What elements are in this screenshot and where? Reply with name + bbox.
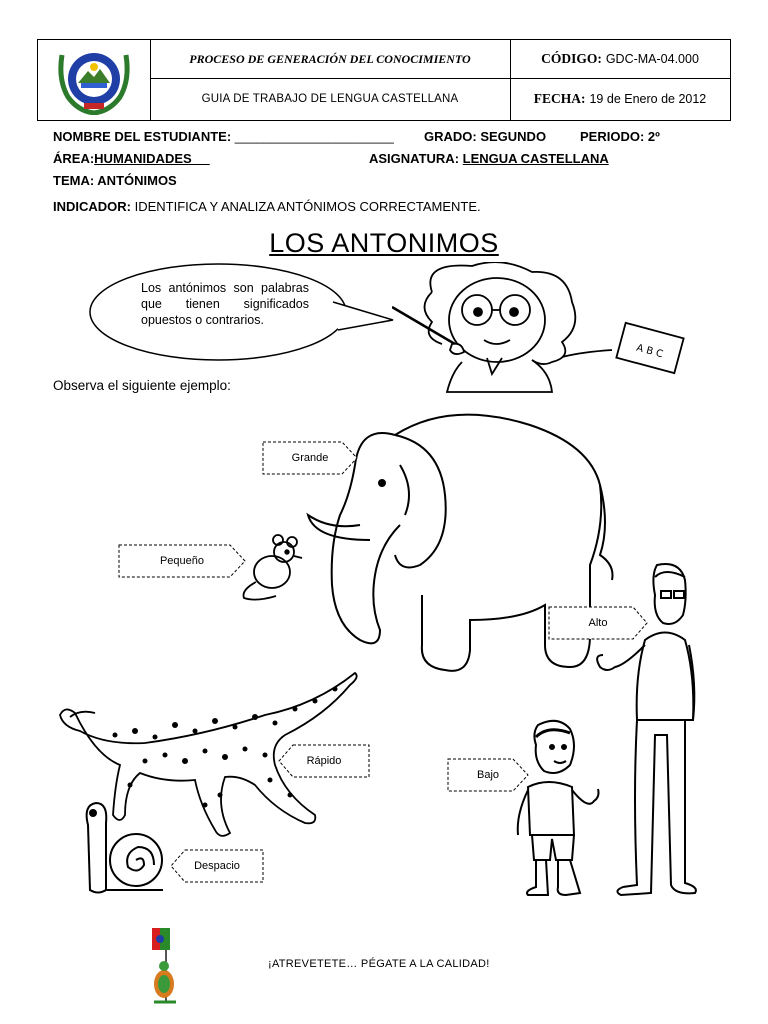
- code-value: GDC-MA-04.000: [605, 52, 699, 66]
- label-alto: [548, 606, 648, 640]
- observe-instruction: Observa el siguiente ejemplo:: [53, 378, 231, 393]
- subject-label: ASIGNATURA:: [369, 151, 463, 166]
- label-alto-text: Alto: [588, 617, 608, 629]
- label-pequeno: [118, 544, 246, 578]
- footer-slogan: ¡ATREVETETE… PÉGATE A LA CALIDAD!: [268, 958, 490, 970]
- teacher-illustration: [392, 262, 712, 402]
- label-rapido: [278, 744, 370, 778]
- student-name-row: [53, 129, 394, 144]
- date-cell: [510, 78, 730, 120]
- date-value: 19 de Enero de 2012: [589, 92, 707, 106]
- label-despacio: [170, 849, 264, 883]
- label-grande: [262, 441, 358, 475]
- indicator-label: INDICADOR:: [53, 199, 131, 214]
- bubble-text: Los antónimos son palabras que tienen significados opuestos o contrarios.: [141, 281, 309, 327]
- label-pequeno-text: Pequeño: [159, 555, 205, 567]
- turtle-flag-icon: [146, 924, 188, 1006]
- label-bajo: [447, 758, 529, 792]
- subject-row: [369, 151, 609, 166]
- area-label: ÁREA:: [53, 151, 95, 166]
- area-value: HUMANIDADES: [94, 151, 210, 166]
- mouse-illustration: [236, 530, 312, 606]
- grade-label: GRADO: SEGUNDO: [424, 129, 547, 144]
- snail-illustration: [78, 795, 168, 900]
- label-rapido-text: Rápido: [306, 755, 342, 767]
- school-seal-icon: [54, 45, 134, 115]
- code-label: CÓDIGO:: [541, 51, 602, 66]
- svg-text:A B C: A B C: [635, 342, 665, 361]
- period-label: PERIODO: 2º: [580, 129, 660, 144]
- area-row: [53, 151, 210, 166]
- code-cell: [510, 40, 730, 78]
- date-label: FECHA:: [533, 91, 586, 106]
- page-title: LOS ANTONIMOS: [269, 228, 499, 258]
- label-despacio-text: Despacio: [194, 860, 240, 872]
- short-boy-illustration: [508, 715, 618, 905]
- student-name-label: NOMBRE DEL ESTUDIANTE:: [53, 129, 232, 144]
- student-name-blank[interactable]: ______________________: [234, 129, 394, 144]
- header-table: [37, 39, 731, 121]
- label-bajo-text: Bajo: [476, 769, 500, 781]
- subject-value: LENGUA CASTELLANA: [462, 151, 609, 166]
- process-title: PROCESO DE GENERACIÓN DEL CONOCIMIENTO: [189, 51, 471, 66]
- indicator-row: [53, 199, 481, 214]
- guide-title: GUIA DE TRABAJO DE LENGUA CASTELLANA: [201, 93, 459, 105]
- indicator-value: IDENTIFICA Y ANALIZA ANTÓNIMOS CORRECTAMENTE.: [131, 199, 481, 214]
- topic-label: TEMA: ANTÓNIMOS: [53, 173, 177, 188]
- school-logo: [38, 40, 150, 120]
- label-grande-text: Grande: [291, 452, 329, 464]
